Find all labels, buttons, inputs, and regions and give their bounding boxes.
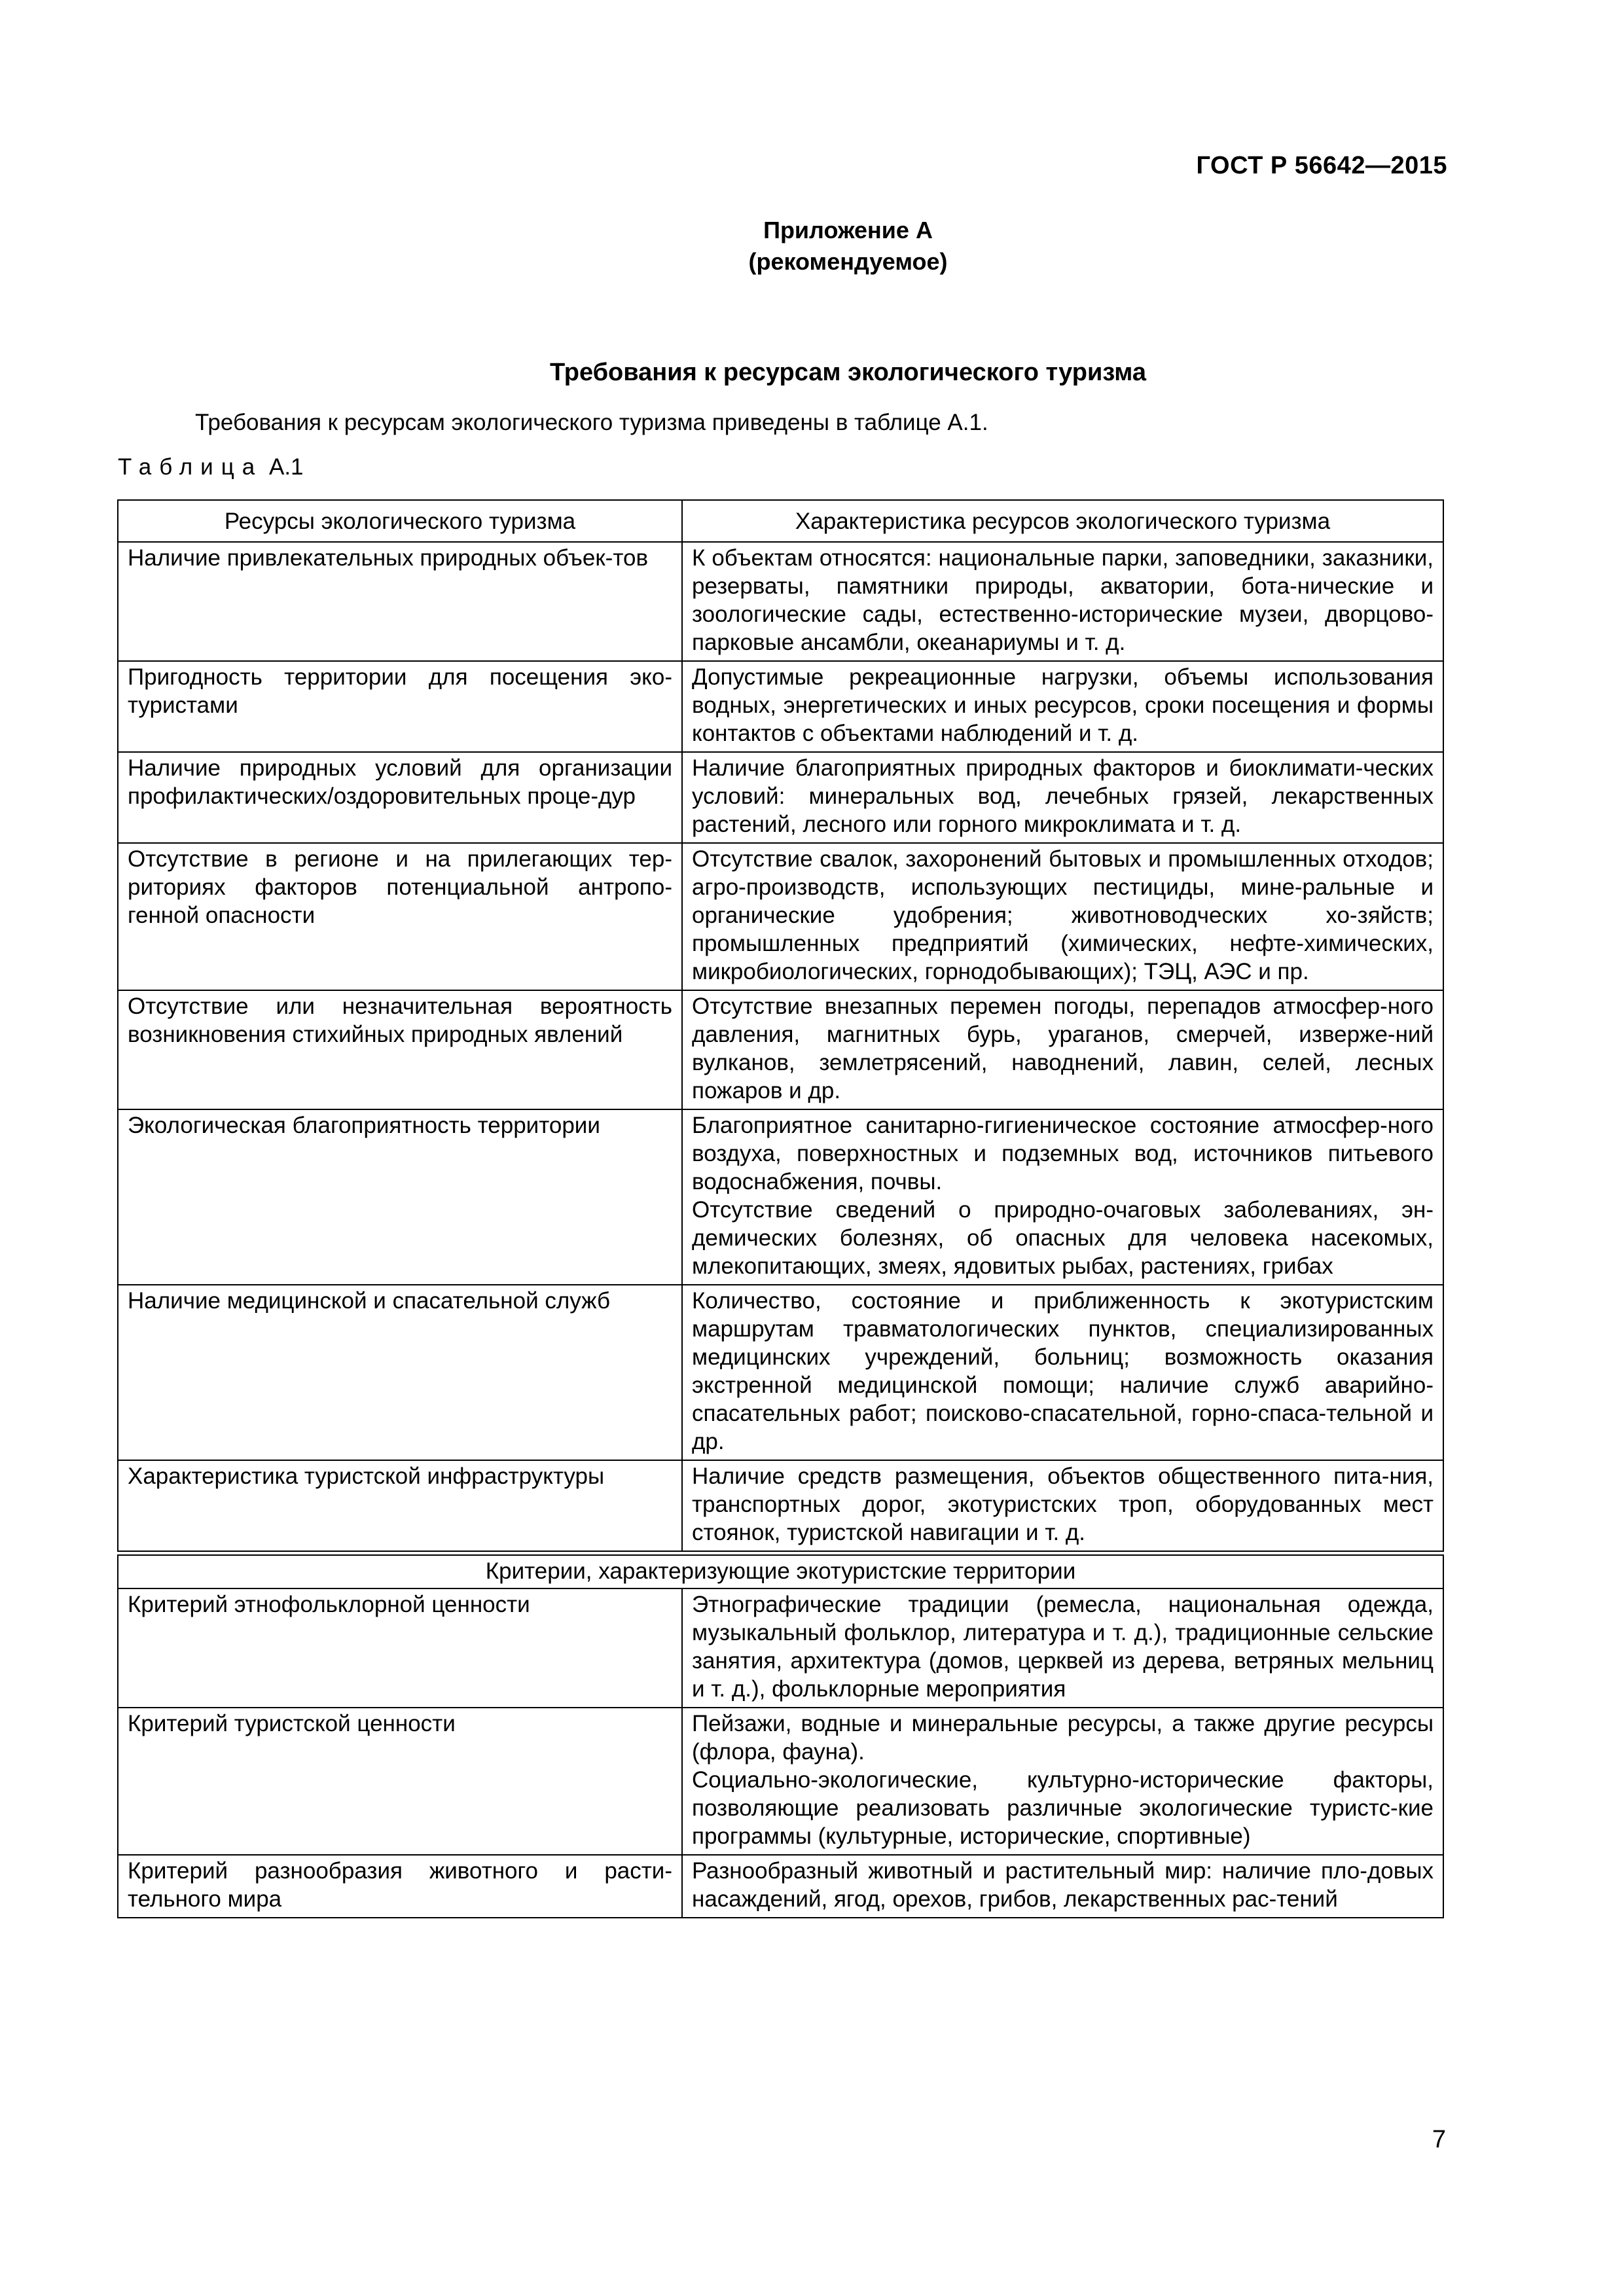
description-paragraph: Наличие средств размещения, объектов общественного пита-ния, транспортных дорог, экотуристских троп, оборудованных мест стоянок, туристской навигации и т. д. (692, 1463, 1434, 1545)
column-header-resources: Ресурсы экологического туризма (118, 500, 682, 542)
table-row (118, 752, 1443, 843)
resource-name: Отсутствие или незначительная вероятность возникновения стихийных природных явлений (118, 990, 682, 1109)
description-paragraph: Пейзажи, водные и минеральные ресурсы, а также другие ресурсы (флора, фауна). (692, 1711, 1434, 1765)
description-paragraph: Благоприятное санитарно-гигиеническое состояние атмосфер-ного воздуха, поверхностных и подземных вод, источников питьевого водоснабжения, почвы. (692, 1113, 1434, 1194)
table-row (118, 843, 1443, 990)
resource-name: Критерий разнообразия животного и расти-тельного мира (118, 1855, 682, 1918)
table-label (118, 454, 304, 480)
resource-description (682, 661, 1443, 752)
criteria-row (118, 1588, 1443, 1708)
intro-paragraph: Требования к ресурсам экологического туризма приведены в таблице А.1. (195, 410, 988, 435)
resource-description (682, 1460, 1443, 1551)
resource-description (682, 1588, 1443, 1708)
table-label-word: Таблица (118, 454, 263, 480)
description-paragraph: Социально-экологические, культурно-исторические факторы, позволяющие реализовать различные экологические туристс-кие программы (культурные, исторические, спортивные) (692, 1767, 1434, 1849)
resources-table (117, 499, 1444, 1918)
table-row (118, 1460, 1443, 1551)
criteria-heading: Критерии, характеризующие экотуристские территории (118, 1555, 1443, 1588)
resource-description (682, 1109, 1443, 1285)
description-paragraph: Количество, состояние и приближенность к экотуристским маршрутам травматологических пунктов, специализированных медицинских учреждений, больниц; возможность оказания экстренной медицинской помощи; наличие служб аварийно-спасательных работ; поисково-спасательной, горно-спаса-тельной и др. (692, 1288, 1434, 1454)
appendix-title: Приложение А (763, 217, 933, 243)
resource-name: Экологическая благоприятность территории (118, 1109, 682, 1285)
description-paragraph: Допустимые рекреационные нагрузки, объемы использования водных, энергетических и иных ресурсов, сроки посещения и формы контактов с объектами наблюдений и т. д. (692, 664, 1434, 746)
resource-name: Характеристика туристской инфраструктуры (118, 1460, 682, 1551)
resource-description (682, 990, 1443, 1109)
description-paragraph: Отсутствие свалок, захоронений бытовых и промышленных отходов; агро-производств, использующих пестициды, мине-ральные и органические удобрения; животноводческих хо-зяйств; промышленных предприятий (химических, нефте-химических, микробиологических, горнодобывающих); ТЭЦ, АЭС и пр. (692, 846, 1434, 984)
resource-name: Критерий этнофольклорной ценности (118, 1588, 682, 1708)
appendix-status: (рекомендуемое) (748, 248, 948, 275)
resource-description (682, 843, 1443, 990)
page-number: 7 (1432, 2126, 1446, 2153)
resource-description (682, 542, 1443, 661)
resource-name: Отсутствие в регионе и на прилегающих тер-риториях факторов потенциальной антропо-генной опасности (118, 843, 682, 990)
table-row (118, 542, 1443, 661)
table-row (118, 1285, 1443, 1460)
resource-name: Наличие медицинской и спасательной служб (118, 1285, 682, 1460)
appendix-heading (0, 215, 1624, 278)
description-paragraph: Этнографические традиции (ремесла, национальная одежда, музыкальный фольклор, литература и т. д.), традиционные сельские занятия, архитектура (домов, церквей из дерева, ветряных мельниц и т. д.), фольклорные мероприятия (692, 1592, 1434, 1702)
description-paragraph: К объектам относятся: национальные парки, заповедники, заказники, резерваты, памятники природы, акватории, бота-нические и зоологические сады, естественно-исторические музеи, дворцово-парковые ансамбли, океанариумы и т. д. (692, 545, 1434, 655)
resource-description (682, 1285, 1443, 1460)
column-header-characteristics: Характеристика ресурсов экологического туризма (682, 500, 1443, 542)
description-paragraph: Отсутствие внезапных перемен погоды, перепадов атмосфер-ного давления, магнитных бурь, ураганов, смерчей, изверже-ний вулканов, землетрясений, наводнений, лавин, селей, лесных пожаров и др. (692, 994, 1434, 1103)
resource-name: Наличие привлекательных природных объек-тов (118, 542, 682, 661)
table-body (118, 542, 1443, 1918)
resource-name: Пригодность территории для посещения эко-туристами (118, 661, 682, 752)
description-paragraph: Разнообразный животный и растительный мир: наличие пло-довых насаждений, ягод, орехов, грибов, лекарственных рас-тений (692, 1858, 1434, 1912)
criteria-row (118, 1708, 1443, 1855)
criteria-row (118, 1855, 1443, 1918)
resource-name: Наличие природных условий для организации профилактических/оздоровительных проце-дур (118, 752, 682, 843)
table-header-row (118, 500, 1443, 542)
section-title: Требования к ресурсам экологического туризма (549, 359, 1147, 386)
table-label-number: А.1 (268, 454, 304, 480)
description-paragraph: Наличие благоприятных природных факторов и биоклимати-ческих условий: минеральных вод, лечебных грязей, лекарственных растений, лесного или горного микроклимата и т. д. (692, 755, 1434, 837)
resource-description (682, 1855, 1443, 1918)
table-row (118, 990, 1443, 1109)
resource-description (682, 1708, 1443, 1855)
table-row (118, 1109, 1443, 1285)
criteria-heading-row (118, 1555, 1443, 1588)
table-row (118, 661, 1443, 752)
resource-description (682, 752, 1443, 843)
document-id: ГОСТ Р 56642—2015 (1196, 152, 1447, 179)
description-paragraph: Отсутствие сведений о природно-очаговых заболеваниях, эн-демических болезнях, об опасных для человека насекомых, млекопитающих, змеях, ядовитых рыбах, растениях, грибах (692, 1197, 1434, 1279)
resource-name: Критерий туристской ценности (118, 1708, 682, 1855)
